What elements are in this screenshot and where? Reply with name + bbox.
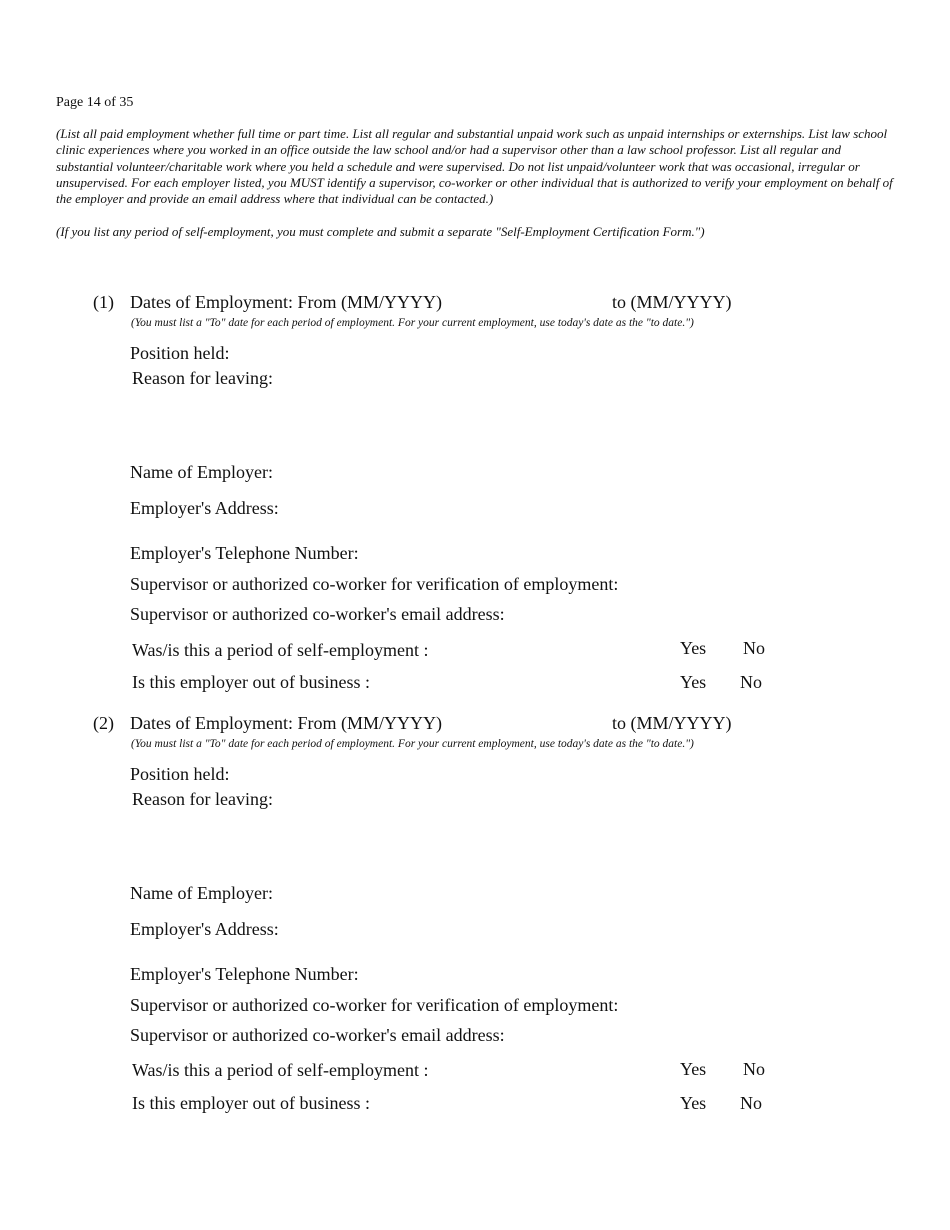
supervisor-label: Supervisor or authorized co-worker for verification of employment: — [130, 574, 619, 594]
out-of-business-no-option[interactable]: No — [740, 1093, 762, 1113]
out-of-business-question: Is this employer out of business : — [132, 1093, 370, 1113]
reason-for-leaving-label: Reason for leaving: — [132, 368, 273, 388]
employer-address-label: Employer's Address: — [130, 498, 279, 518]
self-employment-yes-option[interactable]: Yes — [680, 1059, 707, 1079]
out-of-business-yes-option[interactable]: Yes — [680, 1093, 707, 1113]
self-employment-question: Was/is this a period of self-employment : — [132, 640, 429, 660]
out-of-business-question: Is this employer out of business : — [132, 672, 370, 692]
employer-name-label: Name of Employer: — [130, 462, 273, 482]
self-employment-no-option[interactable]: No — [743, 638, 765, 658]
employer-phone-label: Employer's Telephone Number: — [130, 964, 359, 984]
entry-number: (2) — [93, 713, 114, 733]
employer-name-label: Name of Employer: — [130, 883, 273, 903]
out-of-business-yes-option[interactable]: Yes — [680, 672, 707, 692]
position-held-label: Position held: — [130, 764, 230, 784]
instructions-paragraph: (List all paid employment whether full time or part time. List all regular and substantial unpaid work such as unpaid internships or externships. List law school clinic experiences where you worked in an office outside the law school and/or had a supervisor other than a law school professor. List all regular and substantial volunteer/charitable work where you held a schedule and were supervised. Do not list unpaid/volunteer work that was occasional, irregular or unsupervised. For each employer listed, you MUST identify a supervisor, co-worker or other individual that is authorized to verify your employment on behalf of the employer and provide an email address where that individual can be contacted.) — [56, 126, 893, 207]
to-date-note: (You must list a "To" date for each period of employment. For your current employment, use today's date as the "to date.") — [131, 738, 694, 750]
employer-address-label: Employer's Address: — [130, 919, 279, 939]
supervisor-email-label: Supervisor or authorized co-worker's email address: — [130, 604, 505, 624]
page-number: Page 14 of 35 — [56, 95, 134, 110]
out-of-business-no-option[interactable]: No — [740, 672, 762, 692]
self-employment-yes-option[interactable]: Yes — [680, 638, 707, 658]
employer-phone-label: Employer's Telephone Number: — [130, 543, 359, 563]
to-date-note: (You must list a "To" date for each period of employment. For your current employment, use today's date as the "to date.") — [131, 317, 694, 329]
supervisor-label: Supervisor or authorized co-worker for verification of employment: — [130, 995, 619, 1015]
dates-from-label: Dates of Employment: From (MM/YYYY) — [130, 292, 442, 312]
position-held-label: Position held: — [130, 343, 230, 363]
reason-for-leaving-label: Reason for leaving: — [132, 789, 273, 809]
dates-to-label: to (MM/YYYY) — [612, 292, 732, 312]
self-employment-no-option[interactable]: No — [743, 1059, 765, 1079]
entry-number: (1) — [93, 292, 114, 312]
dates-from-label: Dates of Employment: From (MM/YYYY) — [130, 713, 442, 733]
self-employment-instruction: (If you list any period of self-employment, you must complete and submit a separate "Self-Employment Certification Form.") — [56, 224, 705, 239]
dates-to-label: to (MM/YYYY) — [612, 713, 732, 733]
self-employment-question: Was/is this a period of self-employment : — [132, 1060, 429, 1080]
supervisor-email-label: Supervisor or authorized co-worker's email address: — [130, 1025, 505, 1045]
